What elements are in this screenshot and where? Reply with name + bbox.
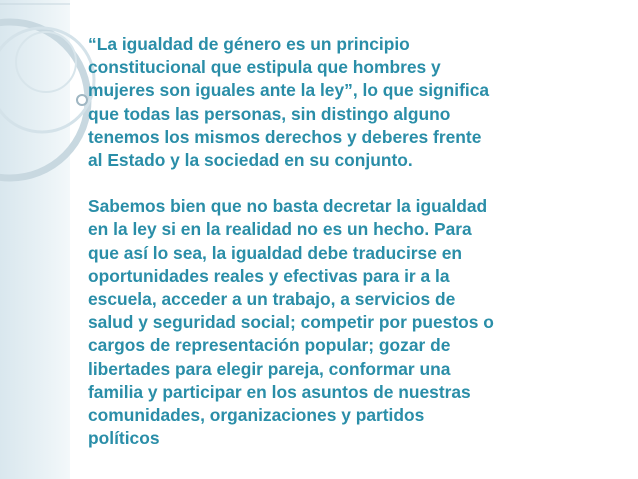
ring-bullet-dot <box>77 95 87 105</box>
paragraph-equality-in-practice: Sabemos bien que no basta decretar la igualdad en la ley si en la realidad no es un hecho. Para que así lo sea, la igualdad debe traducirse en oportunidades reales y efectivas para ir a la escuela, acceder a un trabajo, a servicios de salud y seguridad social; competir por puestos o cargos de representación popular; gozar de libertades para elegir pareja, conformar una familia y participar en los asuntos de nuestras comunidades, organizaciones y partidos políticos <box>88 196 494 449</box>
medium-ring <box>0 28 94 132</box>
large-ring <box>0 22 88 178</box>
slide-text-body <box>88 33 608 450</box>
small-ring <box>16 32 76 92</box>
paragraph-gender-equality-principle: “La igualdad de género es un principio constitucional que estipula que hombres y mujeres son iguales ante la ley”, lo que significa que todas las personas, sin distingo alguno tenemos los mismos derechos y deberes frente al Estado y la sociedad en su conjunto. <box>88 34 490 171</box>
